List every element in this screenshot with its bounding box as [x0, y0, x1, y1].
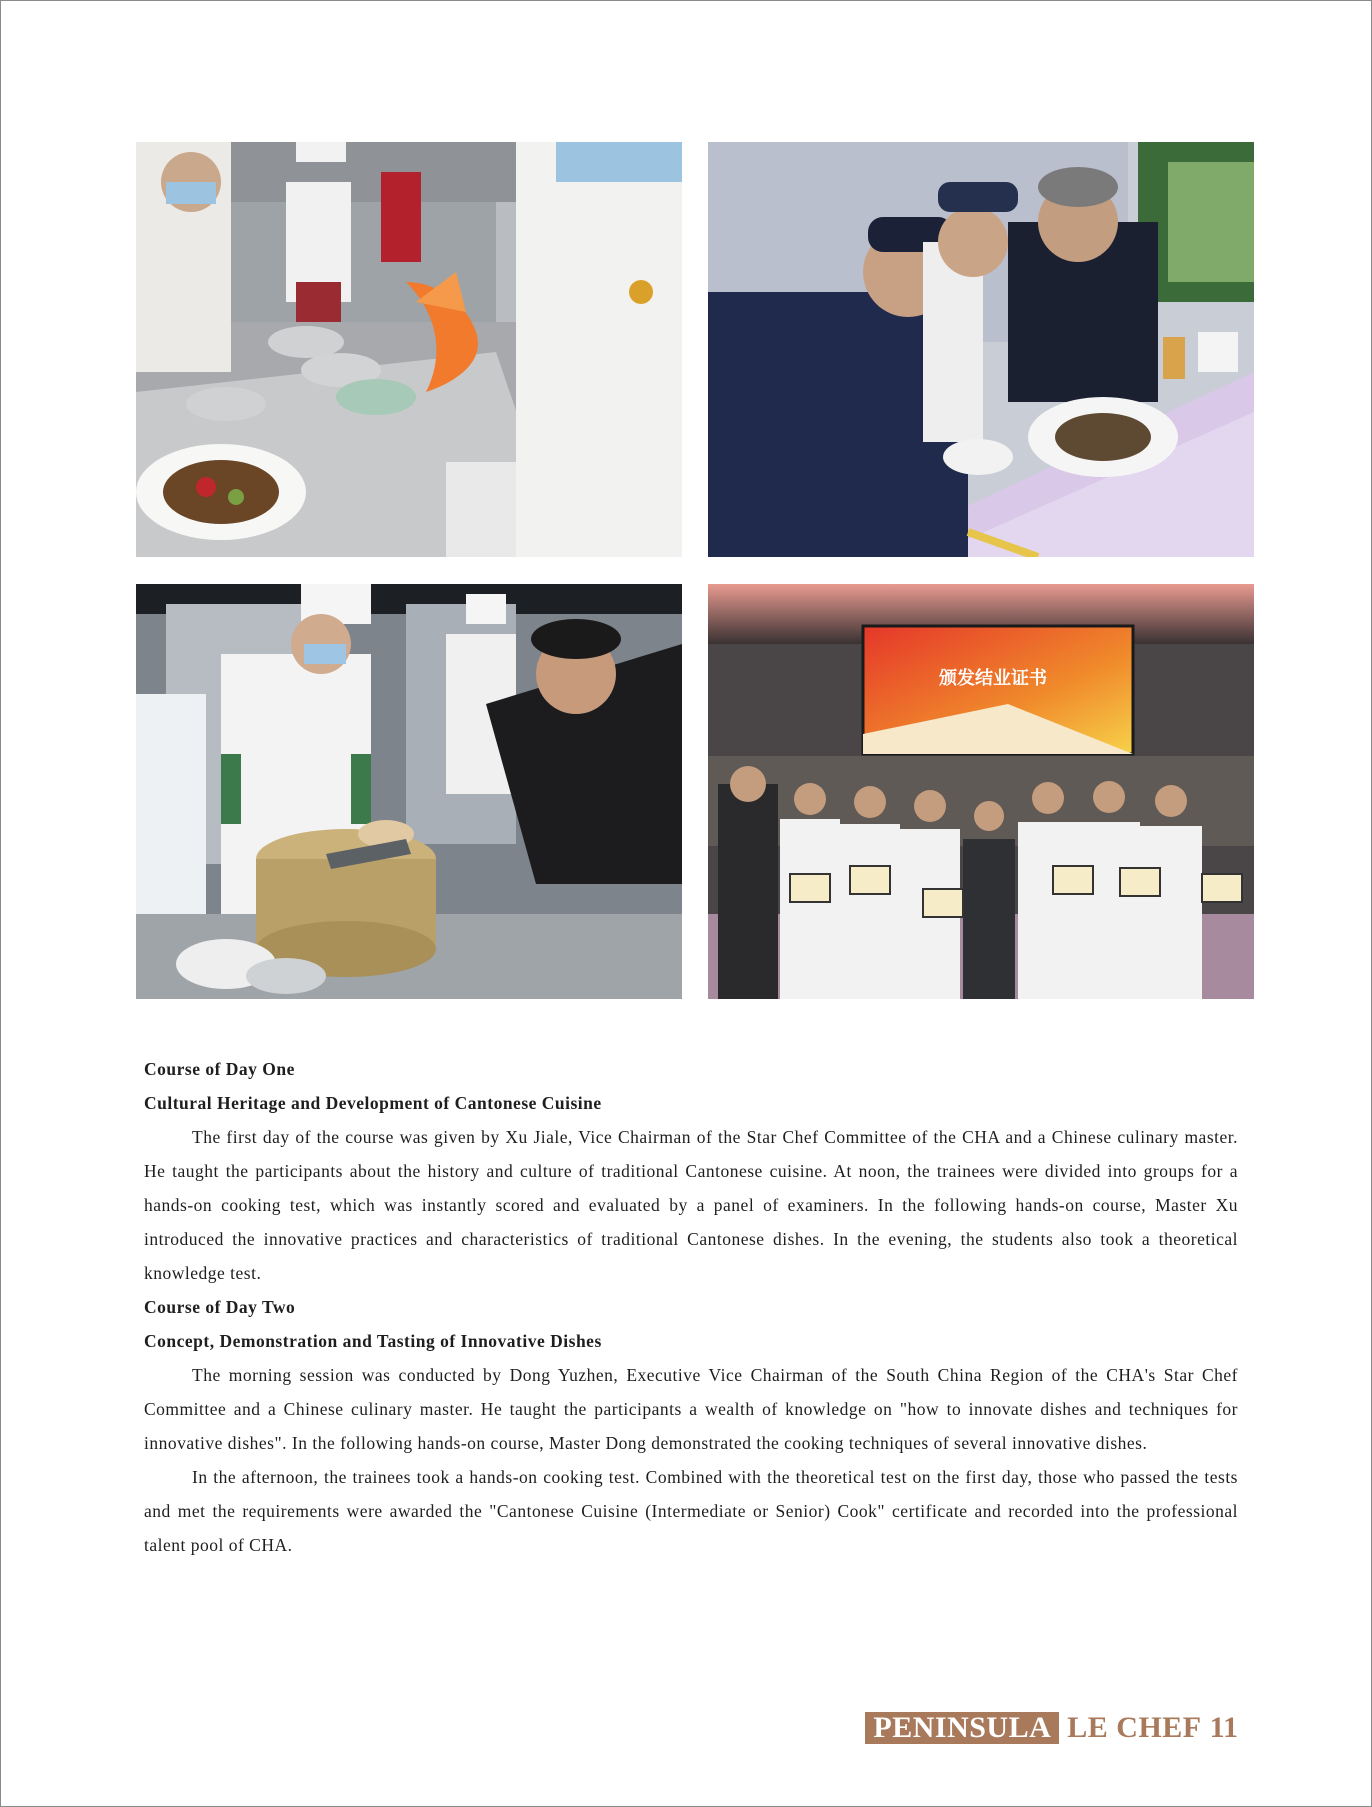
- chopping-block-demo-illustration: [136, 584, 682, 999]
- tasting-judges-photo: [708, 142, 1254, 557]
- page-number: 11: [1209, 1711, 1238, 1744]
- day-two-title: Course of Day Two: [144, 1297, 296, 1317]
- day-one-subtitle: Cultural Heritage and Development of Cantonese Cuisine: [144, 1093, 602, 1113]
- day-one-paragraph: The first day of the course was given by Xu Jiale, Vice Chairman of the Star Chef Committee of the CHA and a Chinese culinary master. He taught the participants about the history and culture of traditional Cantonese cuisine. At noon, the trainees were divided into groups for a hands-on cooking test, which was instantly scored and evaluated by a panel of examiners. In the following hands-on course, Master Xu introduced the innovative practices and characteristics of traditional Cantonese dishes. In the evening, the students also took a theoretical knowledge test.: [144, 1127, 1238, 1283]
- day-two-paragraph-1: The morning session was conducted by Dong Yuzhen, Executive Vice Chairman of the South China Region of the CHA's Star Chef Committee and a Chinese culinary master. He taught the participants a wealth of knowledge on "how to innovate dishes and techniques for innovative dishes". In the following hands-on course, Master Dong demonstrated the cooking techniques of several innovative dishes.: [144, 1365, 1238, 1453]
- kitchen-cooking-photo: [136, 142, 682, 557]
- certificate-ceremony-photo: [708, 584, 1254, 999]
- tasting-judges-illustration: [708, 142, 1254, 557]
- chopping-block-demo-photo: [136, 584, 682, 999]
- day-one-title: Course of Day One: [144, 1059, 295, 1079]
- footer-magazine-title: LE CHEF: [1067, 1711, 1202, 1744]
- footer-brand: PENINSULA: [865, 1712, 1059, 1744]
- certificate-ceremony-illustration: [708, 584, 1254, 999]
- page-footer: [865, 1712, 1238, 1744]
- ceremony-screen-text: 颁发结业证书: [939, 668, 1047, 689]
- day-two-paragraph-2: In the afternoon, the trainees took a hands-on cooking test. Combined with the theoretical test on the first day, those who passed the tests and met the requirements were awarded the "Cantonese Cuisine (Intermediate or Senior) Cook" certificate and recorded into the professional talent pool of CHA.: [144, 1467, 1238, 1555]
- kitchen-cooking-illustration: [136, 142, 682, 557]
- article-body: [144, 1052, 1238, 1562]
- day-two-subtitle: Concept, Demonstration and Tasting of Innovative Dishes: [144, 1331, 602, 1351]
